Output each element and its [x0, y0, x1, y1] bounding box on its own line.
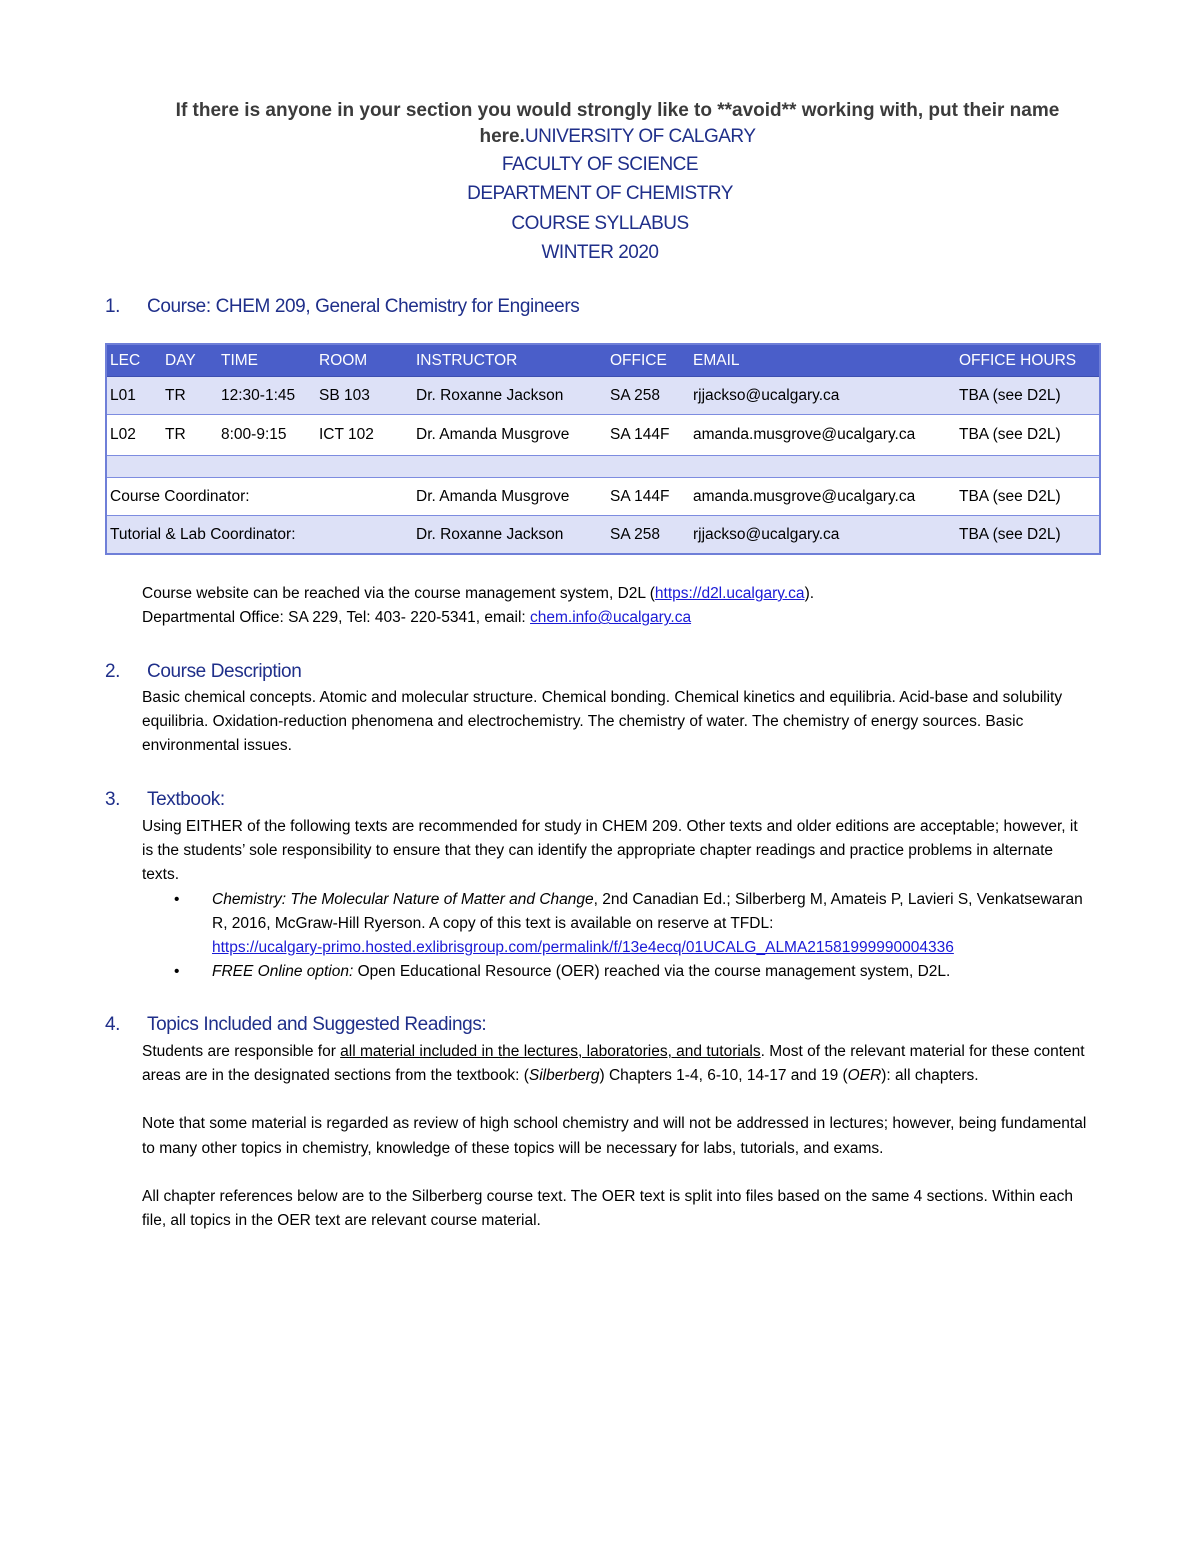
column-header: TIME — [218, 344, 316, 377]
oer-label: FREE Online option: — [212, 963, 354, 981]
table-cell: rjjackso@ucalgary.ca — [690, 516, 956, 555]
column-header: EMAIL — [690, 344, 956, 377]
table-cell: Tutorial & Lab Coordinator: — [106, 516, 413, 555]
table-cell: TR — [162, 377, 218, 415]
tfdl-link[interactable]: https://ucalgary-primo.hosted.exlibrisgroup.com/permalink/f/13e4ecq/01UCALG_ALMA21581999990004336 — [212, 939, 954, 957]
section-number: 2. — [105, 661, 121, 682]
column-header: OFFICE — [607, 344, 690, 377]
table-cell: SA 144F — [607, 415, 690, 456]
table-cell: TBA (see D2L) — [956, 516, 1100, 555]
oer-details: Open Educational Resource (OER) reached via the course management system, D2L. — [353, 963, 951, 981]
table-row — [106, 415, 1100, 456]
text: ). — [804, 585, 815, 602]
section-2-heading — [105, 661, 301, 683]
term: WINTER 2020 — [541, 242, 659, 264]
section-title: Textbook: — [147, 789, 225, 810]
table-row — [106, 478, 1100, 516]
table-cell: amanda.musgrove@ucalgary.ca — [690, 415, 956, 456]
faculty-name: FACULTY OF SCIENCE — [501, 154, 699, 175]
column-header: LEC — [106, 344, 162, 377]
section-4-heading — [105, 1014, 486, 1036]
table-cell: Dr. Amanda Musgrove — [413, 415, 607, 456]
underlined-text: all material included in the lectures, laboratories, and tutorials — [340, 1043, 761, 1060]
text: ) Chapters 1-4, 6-10, 14-17 and 19 ( — [599, 1067, 848, 1085]
table-cell: L02 — [106, 415, 162, 456]
section-title: Topics Included and Suggested Readings: — [147, 1014, 487, 1035]
course-website-line — [142, 582, 1092, 606]
column-header: INSTRUCTOR — [413, 344, 607, 377]
table-header-row — [106, 344, 1100, 377]
course-description — [142, 686, 1092, 759]
bullet-icon: • — [174, 963, 180, 981]
table-cell: SA 144F — [607, 478, 690, 516]
table-cell: SA 258 — [607, 516, 690, 555]
section-3-heading — [105, 789, 225, 811]
table-spacer-row — [106, 456, 1100, 478]
column-header: ROOM — [316, 344, 413, 377]
table-cell: SB 103 — [316, 377, 413, 415]
d2l-link[interactable]: https://d2l.ucalgary.ca — [654, 585, 805, 602]
table-cell: Dr. Amanda Musgrove — [413, 478, 607, 516]
description-text: Basic chemical concepts. Atomic and molecular structure. Chemical bonding. Chemical kinetics and equilibria. Acid-base and solubility equilibria. Oxidation-reduction phenomena and electrochemistry. The chemistry of water. The chemistry of energy sources. Basic environmental issues. — [142, 689, 1063, 755]
topics-paragraph-2: Note that some material is regarded as review of high school chemistry and will not be addressed in lectures; however, being fundamental to many other topics in chemistry, knowledge of these topics will be necessary for labs, tutorials, and exams. — [142, 1115, 1087, 1157]
table-cell: Dr. Roxanne Jackson — [413, 377, 607, 415]
table-cell: Course Coordinator: — [106, 478, 413, 516]
section-number: 1. — [105, 296, 121, 317]
italic-text: OER — [847, 1067, 882, 1085]
table-cell: Dr. Roxanne Jackson — [413, 516, 607, 555]
table-cell: TBA (see D2L) — [956, 377, 1100, 415]
text: Course website can be reached via the course management system, D2L ( — [142, 585, 655, 602]
section-1-heading — [105, 296, 579, 318]
department-office-line — [142, 606, 1092, 630]
university-name: UNIVERSITY OF CALGARY — [524, 126, 756, 147]
table-cell: L01 — [106, 377, 162, 415]
department-name: DEPARTMENT OF CHEMISTRY — [467, 183, 733, 205]
table-row — [106, 516, 1100, 555]
book-details: , 2nd Canadian Ed.; Silberberg M, Amateis P, Lavieri S, Venkatsewaran R, 2016, McGraw-Hill Ryerson. A copy of this text is available on reserve at TFDL: — [212, 890, 1083, 932]
header-titles — [0, 150, 1200, 268]
table-cell: 8:00-9:15 — [218, 415, 316, 456]
list-item — [142, 888, 1092, 961]
text: . Most of the relevant material for these content areas are in the designated sections from the textbook: ( — [142, 1043, 1085, 1085]
column-header: OFFICE HOURS — [956, 344, 1100, 377]
section-number: 4. — [105, 1014, 121, 1035]
topics-paragraph-3: All chapter references below are to the Silberberg course text. The OER text is split into files based on the same 4 sections. Within each file, all topics in the OER text are relevant course material. — [142, 1187, 1074, 1230]
topics-paragraph-1 — [142, 1040, 1092, 1088]
table-cell: TBA (see D2L) — [956, 415, 1100, 456]
italic-text: Silberberg — [528, 1067, 600, 1085]
table-cell: rjjackso@ucalgary.ca — [690, 377, 956, 415]
text: ): all chapters. — [881, 1067, 979, 1085]
table-cell: TBA (see D2L) — [956, 478, 1100, 516]
chem-info-email-link[interactable]: chem.info@ucalgary.ca — [530, 609, 692, 627]
website-info — [142, 582, 1092, 630]
schedule-table — [105, 343, 1101, 555]
header-note — [110, 98, 1125, 150]
textbook-section — [142, 815, 1092, 984]
table-cell: 12:30-1:45 — [218, 377, 316, 415]
spacer-cell — [106, 456, 1100, 478]
document-type: COURSE SYLLABUS — [511, 212, 689, 234]
list-item — [142, 960, 1092, 984]
section-title: Course Description — [147, 661, 302, 682]
bullet-icon: • — [174, 890, 180, 908]
text: Students are responsible for — [142, 1043, 341, 1060]
book-title: Chemistry: The Molecular Nature of Matter and Change — [212, 890, 594, 908]
topics-section — [142, 1040, 1092, 1233]
table-cell: amanda.musgrove@ucalgary.ca — [690, 478, 956, 516]
table-row — [106, 377, 1100, 415]
text: Departmental Office: SA 229, Tel: 403- 220-5341, email: — [142, 609, 531, 627]
textbook-list — [142, 888, 1092, 985]
avoid-note: If there is anyone in your section you would strongly like to **avoid** working with, put their name here. — [175, 100, 1060, 147]
table-cell: TR — [162, 415, 218, 456]
section-number: 3. — [105, 789, 121, 810]
column-header: DAY — [162, 344, 218, 377]
table-cell: SA 258 — [607, 377, 690, 415]
textbook-intro: Using EITHER of the following texts are recommended for study in CHEM 209. Other texts and older editions are acceptable; however, it is the students’ sole responsibility to ensure that they can identify the appropriate chapter readings and practice problems in alternate texts. — [142, 818, 1078, 884]
section-title: Course: CHEM 209, General Chemistry for Engineers — [147, 296, 580, 317]
table-cell: ICT 102 — [316, 415, 413, 456]
